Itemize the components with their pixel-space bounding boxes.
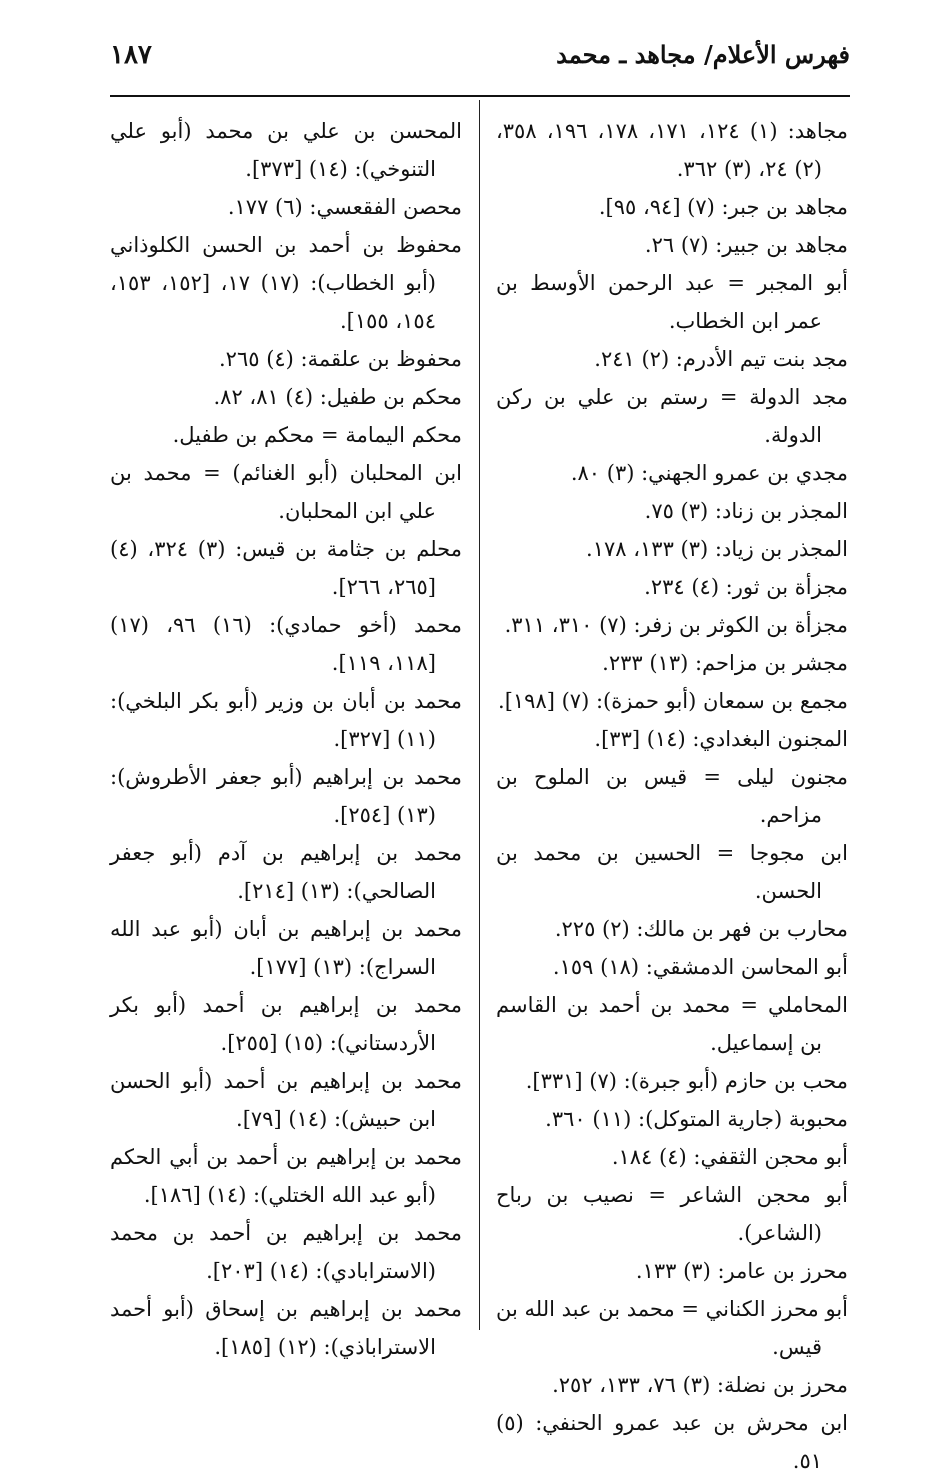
- index-entry: محلم بن جثامة بن قيس: (٣) ٣٢٤، (٤) [٢٦٥، ٢٦٦].: [110, 537, 462, 599]
- index-entry: ابن المحلبان (أبو الغنائم) = محمد بن علي ابن المحلبان.: [110, 461, 462, 523]
- index-entry: أبو محجن الثقفي: (٤) ١٨٤.: [611, 1145, 848, 1169]
- index-entry: أبو محرز الكناني = محمد بن عبد الله بن قيس.: [496, 1297, 848, 1359]
- index-entry: مجد بنت تيم الأدرم: (٢) ٢٤١.: [594, 347, 848, 371]
- index-entry: محرز بن نضلة: (٣) ٧٦، ١٣٣، ٢٥٢.: [552, 1373, 848, 1397]
- index-column-right: [496, 112, 848, 1480]
- header-rule: [110, 95, 850, 97]
- index-entry: مجاهد: (١) ١٢٤، ١٧١، ١٧٨، ١٩٦، ٣٥٨، (٢) ٢٤، (٣) ٣٦٢.: [496, 119, 849, 181]
- index-entry: مجزأة بن ثور: (٤) ٢٣٤.: [644, 575, 848, 599]
- page-header: [110, 32, 850, 84]
- index-entry: مجد الدولة = رستم بن علي بن ركن الدولة.: [496, 385, 848, 447]
- index-entry: المحسن بن علي بن محمد (أبو علي التنوخي): (١٤) [٣٧٣].: [110, 119, 462, 181]
- index-entry: مجنون ليلى = قيس بن الملوح بن مزاحم.: [496, 765, 848, 827]
- index-entry: مجمع بن سمعان (أبو حمزة): (٧) [١٩٨].: [498, 689, 848, 713]
- index-entry: محكم بن طفيل: (٤) ٨١، ٨٢.: [213, 385, 462, 409]
- index-entry: محمد بن إبراهيم بن أحمد (أبو بكر الأردستاني): (١٥) [٢٥٥].: [110, 993, 462, 1055]
- index-entry: مجاهد بن جبر: (٧) [٩٤، ٩٥].: [598, 195, 848, 219]
- index-entry: محمد بن إبراهيم بن أبان (أبو عبد الله السراج): (١٣) [١٧٧].: [110, 917, 462, 979]
- index-entry: محارب بن فهر بن مالك: (٢) ٢٢٥.: [554, 917, 848, 941]
- index-entry: محرز بن عامر: (٣) ١٣٣.: [635, 1259, 848, 1283]
- running-title: فهرس الأعلام/ مجاهد ـ محمد: [556, 40, 850, 69]
- index-entry: محمد بن إبراهيم بن آدم (أبو جعفر الصالحي): (١٣) [٢١٤].: [110, 841, 462, 903]
- index-entry: المجذر بن زناد: (٣) ٧٥.: [644, 499, 848, 523]
- index-entry: ابن محرش بن عبد عمرو الحنفي: (٥) ٥١.: [496, 1411, 848, 1473]
- index-entry: المجنون البغدادي: (١٤) [٣٣].: [594, 727, 848, 751]
- index-entry: مجشر بن مزاحم: (١٣) ٢٣٣.: [602, 651, 848, 675]
- column-divider: [479, 100, 480, 1330]
- index-entry: محمد بن إبراهيم بن أحمد (أبو الحسن ابن حبيش): (١٤) [٧٩].: [110, 1069, 462, 1131]
- index-entry: محفوظ بن أحمد بن الحسن الكلوذاني (أبو الخطاب): (١٧) ١٧، [١٥٢، ١٥٣، ١٥٤، ١٥٥].: [110, 233, 462, 333]
- index-entry: محفوظ بن علقمة: (٤) ٢٦٥.: [218, 347, 462, 371]
- index-entry: المحاملي = محمد بن أحمد بن القاسم بن إسماعيل.: [496, 993, 848, 1055]
- index-entry: أبو المحاسن الدمشقي: (١٨) ١٥٩.: [552, 955, 848, 979]
- index-entry: مجزأة بن الكوثر بن زفر: (٧) ٣١٠، ٣١١.: [504, 613, 848, 637]
- page-number: ١٨٧: [110, 40, 152, 70]
- index-entry: محمد بن إبراهيم بن أحمد بن محمد (الاسترابادي): (١٤) [٢٠٣].: [110, 1221, 462, 1283]
- index-entry: محمد (أخو حمادي): (١٦) ٩٦، (١٧) [١١٨، ١١٩].: [110, 613, 463, 675]
- index-entry: محكم اليمامة = محكم بن طفيل.: [172, 423, 462, 447]
- index-entry: محصن الفقعسي: (٦) ١٧٧.: [227, 195, 462, 219]
- index-entry: محمد بن أبان بن وزير (أبو بكر البلخي): (١١) [٣٢٧].: [110, 689, 462, 751]
- index-column-left: [110, 112, 462, 1366]
- index-entry: محمد بن إبراهيم بن أحمد بن أبي الحكم (أبو عبد الله الختلي): (١٤) [١٨٦].: [110, 1145, 462, 1207]
- index-entry: المجذر بن زياد: (٣) ١٣٣، ١٧٨.: [586, 537, 848, 561]
- index-entry: مجاهد بن جبير: (٧) ٢٦.: [644, 233, 848, 257]
- index-entry: محمد بن إبراهيم بن إسحاق (أبو أحمد الاستراباذي): (١٢) [١٨٥].: [110, 1297, 462, 1359]
- index-entry: مجدي بن عمرو الجهني: (٣) ٨٠.: [570, 461, 848, 485]
- index-entry: أبو محجن الشاعر = نصيب بن رباح (الشاعر).: [496, 1183, 848, 1245]
- index-entry: محمد بن إبراهيم (أبو جعفر الأطروش): (١٣) [٢٥٤].: [110, 765, 462, 827]
- index-entry: أبو المجبر = عبد الرحمن الأوسط بن عمر ابن الخطاب.: [496, 271, 848, 333]
- index-entry: محب بن حازم (أبو جبرة): (٧) [٣٣١].: [525, 1069, 848, 1093]
- index-entry: محبوبة (جارية المتوكل): (١١) ٣٦٠.: [545, 1107, 848, 1131]
- index-entry: ابن مجوجا = الحسين بن محمد بن الحسن.: [496, 841, 848, 903]
